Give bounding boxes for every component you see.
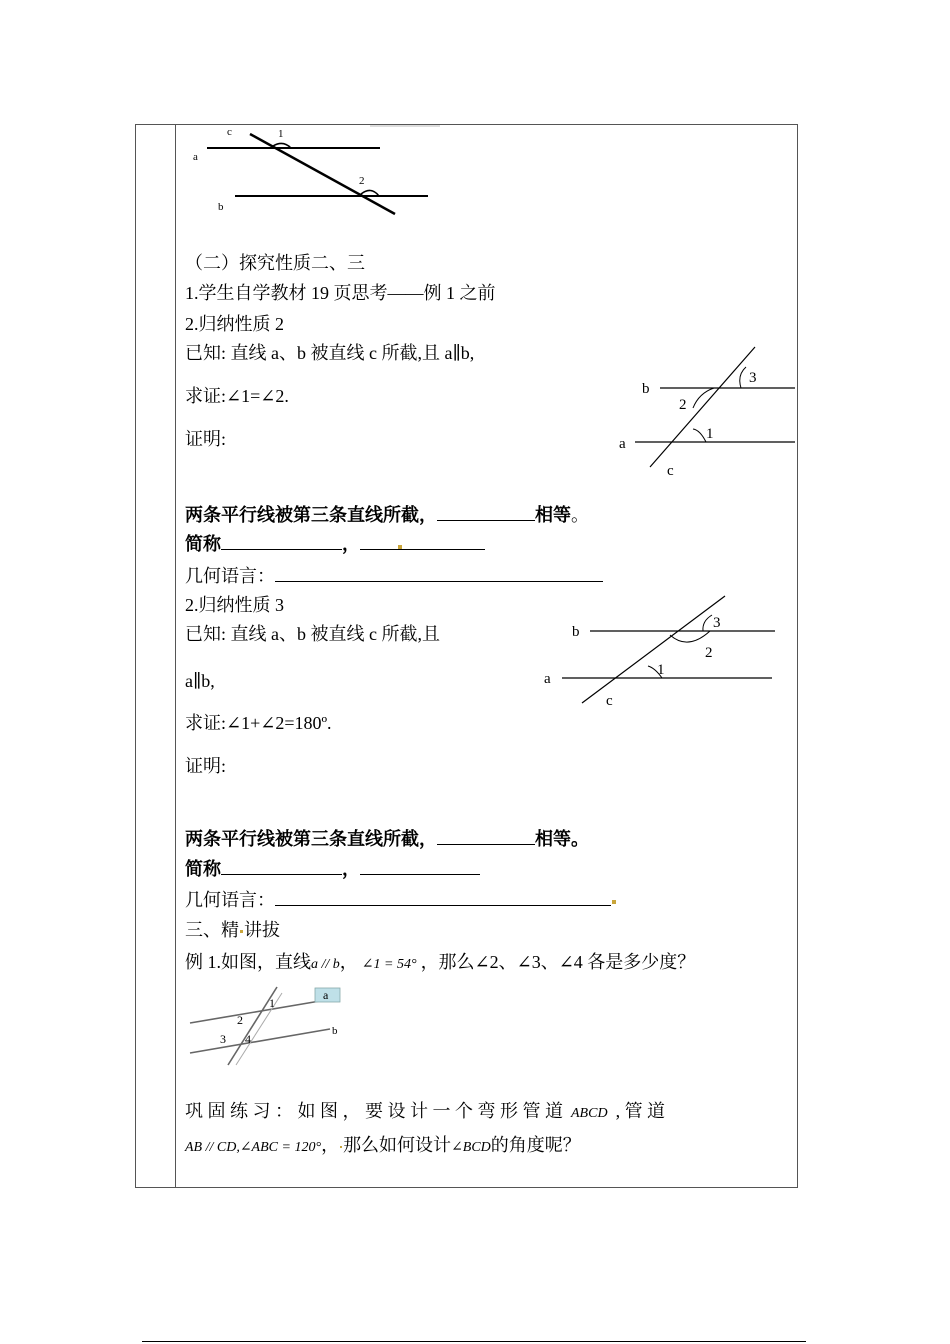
property-2-figure xyxy=(615,345,800,480)
fig3-label-c: c xyxy=(606,693,613,709)
fig-label-2: 2 xyxy=(359,175,365,187)
ex1-label-1: 1 xyxy=(269,996,275,1010)
property-3-given-cont: a∥b, xyxy=(185,671,215,691)
fig2-label-2: 2 xyxy=(679,397,687,413)
property-3-geometry-language: 几何语言： xyxy=(185,889,617,911)
part-3-title: 三、精 讲拔 xyxy=(185,920,280,940)
property-3-prove: 求证:∠1+∠2=180º. xyxy=(185,713,332,733)
fig3-label-1: 1 xyxy=(657,662,665,678)
page-footer-rule xyxy=(142,1341,806,1342)
ex1-label-2: 2 xyxy=(237,1013,243,1027)
fig2-label-3: 3 xyxy=(749,370,757,386)
fig2-label-a: a xyxy=(619,436,626,452)
fig-label-a: a xyxy=(193,151,198,163)
fig-label-1: 1 xyxy=(278,128,284,140)
property-3-heading: 2.归纳性质 3 xyxy=(185,595,284,615)
property-3-given: 已知: 直线 a、b 被直线 c 所截,且 xyxy=(185,624,440,644)
example-1: 例 1.如图，直线a // b， ∠1 = 54° ，那么∠2、∠3、∠4 各是多少度？ xyxy=(185,952,696,972)
ex1-label-3: 3 xyxy=(220,1032,226,1046)
fig2-label-b: b xyxy=(642,381,650,397)
fig-label-c: c xyxy=(227,126,232,138)
property-2-heading: 2.归纳性质 2 xyxy=(185,314,284,334)
property-2-statement: 两条平行线被第三条直线所截， 相等。 xyxy=(185,505,589,525)
ex1-label-b: b xyxy=(332,1025,338,1037)
property-2-short-name: 简称 ， xyxy=(185,533,485,555)
property-3-figure xyxy=(540,593,780,708)
fig3-label-2: 2 xyxy=(705,645,713,661)
fig3-label-3: 3 xyxy=(713,615,721,631)
property-2-geometry-language: 几何语言： xyxy=(185,565,603,587)
property-3-statement: 两条平行线被第三条直线所截， 相等。 xyxy=(185,829,589,849)
fig2-label-c: c xyxy=(667,463,674,479)
fig2-label-1: 1 xyxy=(706,426,714,442)
property-3-proof-label: 证明: xyxy=(185,756,227,776)
fig3-label-b: b xyxy=(572,624,580,640)
property-2-prove: 求证:∠1=∠2. xyxy=(185,386,289,406)
ex1-label-a: a xyxy=(323,988,329,1002)
section-title: （二）探究性质二、三 xyxy=(185,253,365,273)
example-1-figure xyxy=(185,985,360,1067)
self-study-item: 1.学生自学教材 19 页思考——例 1 之前 xyxy=(185,283,496,303)
property-2-proof-label: 证明: xyxy=(185,429,227,449)
practice-line-1: 巩 固 练 习 ： 如 图 ， 要 设 计 一 个 弯 形 管 道 ABCD , 管 道 xyxy=(185,1101,666,1121)
ex1-label-4: 4 xyxy=(245,1032,251,1046)
fig3-label-a: a xyxy=(544,671,551,687)
property-2-given: 已知: 直线 a、b 被直线 c 所截,且 a∥b, xyxy=(185,343,475,363)
table-column-divider xyxy=(175,124,176,1188)
property-3-short-name: 简称 ， xyxy=(185,858,480,880)
fig-label-b: b xyxy=(218,201,224,213)
practice-line-2: AB // CD,∠ABC = 120°， 那么如何设计∠BCD的角度呢？ xyxy=(185,1135,581,1155)
parallel-lines-figure-top xyxy=(185,124,445,224)
